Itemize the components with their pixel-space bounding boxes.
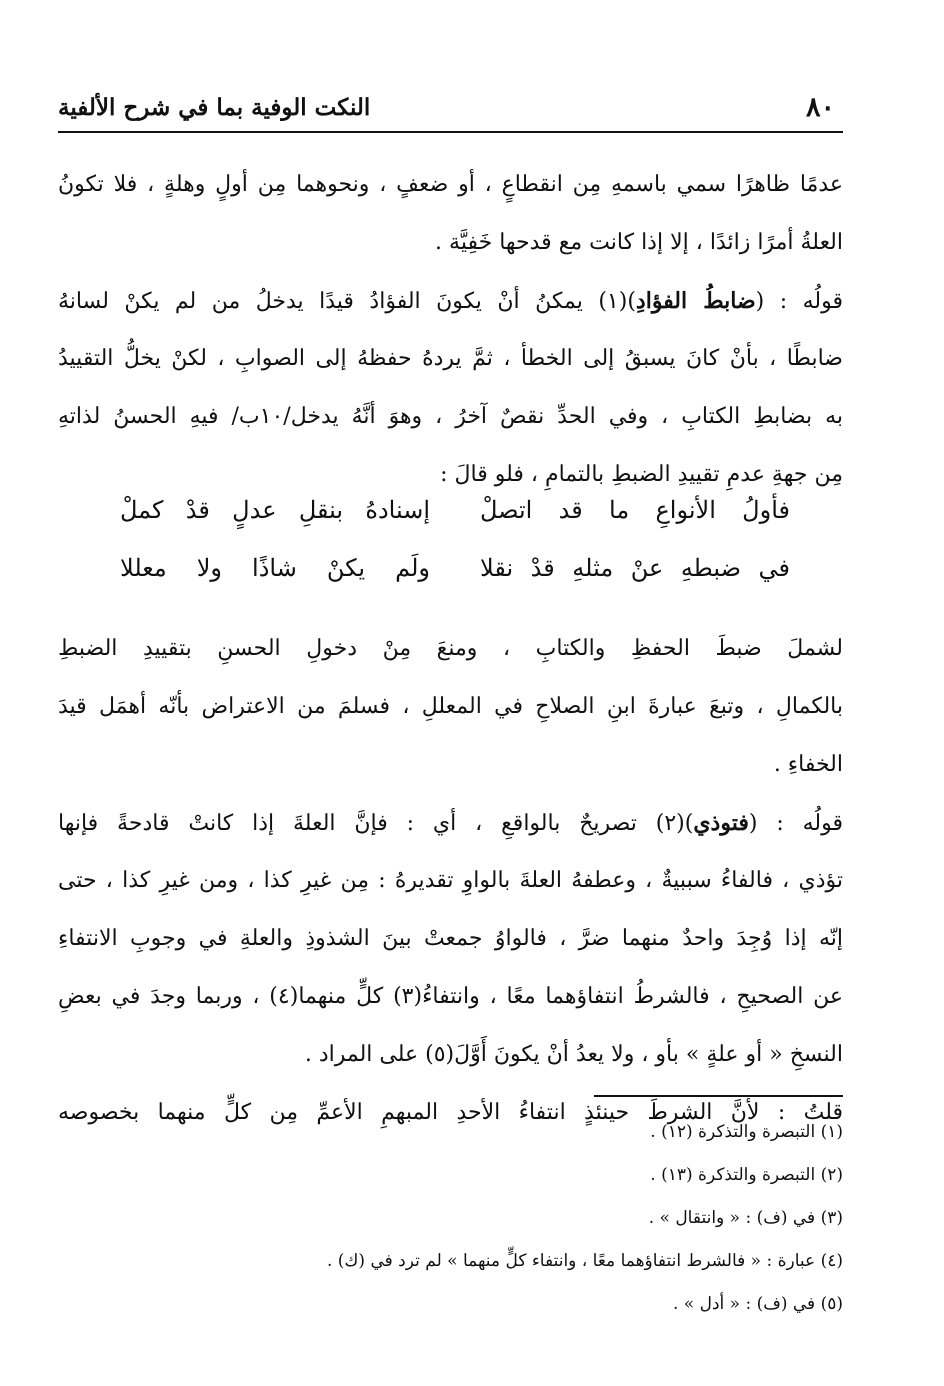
header-rule	[58, 131, 843, 133]
text-line-fatudhi-intro	[58, 794, 843, 852]
running-title: النكت الوفية بما في شرح الألفية	[58, 94, 371, 121]
footnote-separator	[594, 1095, 843, 1097]
text-line: بالكمالِ ، وتبعَ عبارةَ ابنِ الصلاحِ في المعللِ ، فسلمَ من الاعتراض بأنّه أهمَل قيدَ	[58, 694, 843, 719]
lemma-keyword: فتوذي	[693, 810, 749, 836]
main-text	[58, 156, 843, 1142]
text-line: به بضابطِ الكتابِ ، وفي الحدِّ نقصٌ آخرُ ، وهوَ أنَّهُ يدخل/١٠ب/ فيهِ الحسنُ لذاتهِ	[58, 404, 843, 429]
lemma-rest: )(١) يمكنُ أنْ يكونَ الفؤادُ قيدًا يدخلُ من لم يكنْ لسانهُ	[58, 289, 636, 314]
text-line: لشملَ ضبطَ الحفظِ والكتابِ ، ومنعَ مِنْ دخولِ الحسنِ بتقييدِ الضبطِ	[58, 636, 843, 661]
text-line: النسخِ « أو علةٍ » بأو ، ولا يعدُ أنْ يكونَ أَوَّلَ(٥) على المراد .	[304, 1042, 843, 1067]
verse-first-hemistich: فأولُ الأنواعِ ما قد اتصلْ	[480, 496, 790, 524]
footnote: (١) التبصرة والتذكرة (١٢) .	[650, 1122, 843, 1142]
footnote: (٤) عبارة : « فالشرط انتفاؤهما معًا ، وانتفاء كلٍّ منهما » لم ترد في (ك) .	[326, 1251, 843, 1271]
text-line: تؤذي ، فالفاءُ سببيةٌ ، وعطفهُ العلةَ بالواوِ تقديرهُ : مِن غيرِ كذا ، ومن غيرِ كذا ، حتى	[58, 868, 843, 893]
page-number: ٨٠	[805, 92, 835, 123]
footnote: (٢) التبصرة والتذكرة (١٣) .	[650, 1165, 843, 1185]
footnote: (٥) في (ف) : « أدل » .	[672, 1294, 843, 1314]
text-line: العلةُ أمرًا زائدًا ، إلا إذا كانت مع قدحها خَفِيَّة .	[435, 230, 843, 255]
footnotes	[58, 1111, 843, 1326]
text-line: عدمًا ظاهرًا سمي باسمهِ مِن انقطاعٍ ، أو ضعفٍ ، ونحوهما مِن أولٍ وهلةٍ ، فلا تكونُ	[58, 172, 843, 197]
text-line: إنّه إذا وُجِدَ واحدٌ منهما ضرَّ ، فالواوُ جمعتْ بينَ الشذوذِ والعلةِ في وجوبِ الانتفاءِ	[58, 926, 843, 951]
text-line: الخفاءِ .	[773, 752, 843, 777]
page-header	[58, 88, 843, 128]
verse-second-hemistich: إسنادهُ بنقلِ عدلٍ قدْ كملْ	[120, 496, 430, 524]
quote-intro: قولُه : (	[748, 811, 843, 836]
text-line: قلتُ : لأنَّ الشرطَ حينئذٍ انتفاءُ الأحدِ المبهمِ الأعمِّ مِن كلٍّ منهما بخصوصه	[58, 1100, 843, 1125]
text-line-dabit-intro	[58, 272, 843, 330]
verse-line	[120, 480, 790, 540]
verse-first-hemistich: في ضبطهِ عنْ مثلهِ قدْ نقلا	[480, 554, 790, 582]
verse-second-hemistich: ولَم يكنْ شاذًا ولا معللا	[120, 554, 430, 582]
lemma-rest: )(٢) تصريحٌ بالواقعِ ، أي : فإنَّ العلةَ إذا كانتْ قادحةً فإنها	[58, 811, 694, 836]
text-line: ضابطًا ، بأنْ كانَ يسبقُ إلى الخطأ ، ثمَّ يردهُ حفظهُ إلى الصوابِ ، لكنْ يخلُّ التقييدُ	[58, 346, 843, 371]
text-line: عن الصحيحِ ، فالشرطُ انتفاؤهما معًا ، وانتفاءُ(٣) كلٍّ منهما(٤) ، وربما وجدَ في بعضِ	[58, 984, 843, 1009]
verse-line	[120, 538, 790, 598]
lemma-keyword: ضابطُ الفؤادِ	[635, 288, 756, 314]
text-line: مِن جهةِ عدمِ تقييدِ الضبطِ بالتمامِ ، فلو قالَ :	[440, 462, 843, 487]
footnote: (٣) في (ف) : « وانتقال » .	[648, 1208, 843, 1228]
quote-intro: قولُه : (	[755, 289, 843, 314]
